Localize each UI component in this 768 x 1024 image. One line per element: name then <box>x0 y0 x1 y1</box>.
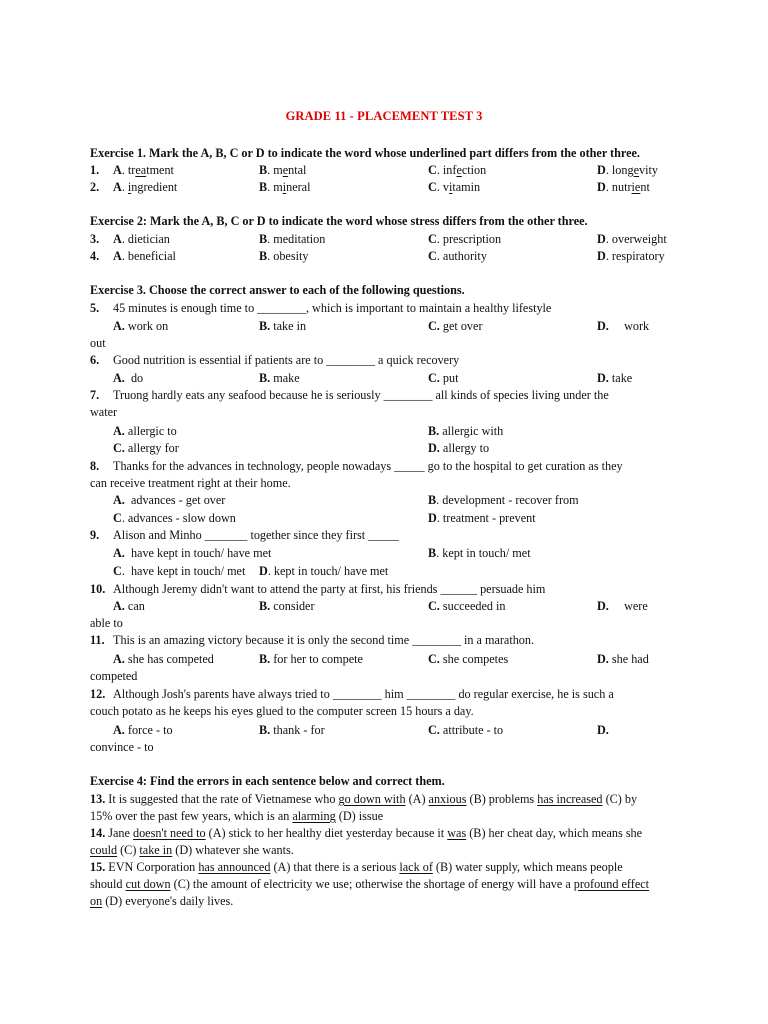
word-part: nutr <box>611 180 632 194</box>
option-letter: B <box>259 232 268 246</box>
option-b: B. mineral <box>259 180 311 194</box>
q7-option-c: C. allergy for <box>113 441 179 455</box>
question-8-continued: can receive treatment right at their home. <box>90 476 291 490</box>
option-a: A. beneficial <box>113 249 176 263</box>
q10-option-a: A. can <box>113 599 145 613</box>
option-letter: A <box>113 163 122 177</box>
question-5: 5. 45 minutes is enough time to ________, which is important to maintain a healthy lifestyle <box>90 301 552 315</box>
q10-option-b: B. consider <box>259 599 315 613</box>
question-8: 8. Thanks for the advances in technology, people nowadays _____ go to the hospital to get curation as they <box>90 459 623 473</box>
underlined-part: e <box>282 163 289 177</box>
option-a: A. treatment <box>113 163 174 177</box>
q9-option-b: B. kept in touch/ met <box>428 546 531 560</box>
option-letter: C <box>428 180 437 194</box>
underlined-part: ea <box>135 163 147 177</box>
question-15: 15. EVN Corporation has announced (A) that there is a serious lack of (B) water supply, which means people <box>90 860 623 874</box>
word-part: inf <box>442 163 457 177</box>
word-part: m <box>273 163 283 177</box>
q8-option-d: D. treatment - prevent <box>428 511 536 525</box>
word-part: vity <box>639 163 658 177</box>
option-c: C. prescription <box>428 232 502 246</box>
option-letter: A <box>113 180 122 194</box>
underlined-part: ie <box>631 180 641 194</box>
word-part: ngredient <box>131 180 178 194</box>
question-10: 10. Although Jeremy didn't want to attend the party at first, his friends ______ persuade him <box>90 582 546 596</box>
question-15-continued: should cut down (C) the amount of electricity we use; otherwise the shortage of energy will have a profound effect <box>90 877 650 891</box>
option-a: A. dietician <box>113 232 170 246</box>
q9-option-c: C. have kept in touch/ met <box>113 564 246 578</box>
underlined-part: i <box>127 180 132 194</box>
q9-option-a: A. have kept in touch/ have met <box>113 546 272 560</box>
question-9: 9. Alison and Minho _______ together since they first _____ <box>90 528 399 542</box>
word-part: tment <box>146 163 174 177</box>
q12-option-a: A. force - to <box>113 723 173 737</box>
option-text: prescription <box>442 232 502 246</box>
q12-option-c: C. attribute - to <box>428 723 504 737</box>
option-text: respiratory <box>611 249 665 263</box>
q5-option-c: C. get over <box>428 319 483 333</box>
question-11: 11. This is an amazing victory because it is only the second time ________ in a marathon. <box>90 633 535 647</box>
q6-option-b: B. make <box>259 371 300 385</box>
word-part: v <box>442 180 449 194</box>
q11-option-b: B. for her to compete <box>259 652 363 666</box>
option-b: B. meditation <box>259 232 326 246</box>
option-d: D. respiratory <box>597 249 665 263</box>
option-letter: A <box>113 232 122 246</box>
q10-option-d: D. were <box>597 599 648 613</box>
q10-option-c: C. succeeded in <box>428 599 506 613</box>
question-13-continued: 15% over the past few years, which is an alarming (D) issue <box>90 809 384 823</box>
q9-option-d: D. kept in touch/ have met <box>259 564 389 578</box>
q12-option-d: D. <box>597 723 609 737</box>
option-letter: D <box>597 249 606 263</box>
option-a: A. ingredient <box>113 180 178 194</box>
q8-option-b: B. development - recover from <box>428 493 579 507</box>
underlined-part: i <box>282 180 287 194</box>
option-b: B. mental <box>259 163 307 177</box>
q8-option-a: A. advances - get over <box>113 493 226 507</box>
question-7-continued: water <box>90 405 118 419</box>
q11-option-a: A. she has competed <box>113 652 214 666</box>
q11-option-c: C. she competes <box>428 652 509 666</box>
underlined-part: e <box>633 163 639 177</box>
word-part: ntal <box>288 163 307 177</box>
word-part: ction <box>461 163 487 177</box>
q12-option-b: B. thank - for <box>259 723 325 737</box>
option-d: D. nutrient <box>597 180 650 194</box>
option-c: C. vitamin <box>428 180 481 194</box>
option-text: overweight <box>611 232 667 246</box>
word-part: tamin <box>452 180 481 194</box>
q8-option-c: C. advances - slow down <box>113 511 236 525</box>
option-letter: C <box>428 232 437 246</box>
q5-option-d-continued: out <box>90 336 106 350</box>
q7-option-b: B. allergic with <box>428 424 504 438</box>
option-text: dietician <box>127 232 170 246</box>
question-number: 1. <box>90 163 100 177</box>
page-title: GRADE 11 - PLACEMENT TEST 3 <box>285 109 483 123</box>
q11-option-d: D. she had <box>597 652 649 666</box>
word-part: tr <box>127 163 136 177</box>
question-15-continued-2: on (D) everyone's daily lives. <box>90 894 234 908</box>
option-letter: D <box>597 180 606 194</box>
question-7: 7. Truong hardly eats any seafood because he is seriously ________ all kinds of species living under the <box>90 388 609 402</box>
exercise-3-heading: Exercise 3. Choose the correct answer to each of the following questions. <box>90 283 465 297</box>
q6-option-a: A. do <box>113 371 144 385</box>
question-6: 6. Good nutrition is essential if patients are to ________ a quick recovery <box>90 353 460 367</box>
option-d: D. overweight <box>597 232 667 246</box>
exercise-2-heading: Exercise 2: Mark the A, B, C or D to indicate the word whose stress differs from the other three. <box>90 214 588 228</box>
q12-option-d-continued: convince - to <box>90 740 154 754</box>
question-14: 14. Jane doesn't need to (A) stick to her healthy diet yesterday because it was (B) her cheat day, which means she <box>90 826 643 840</box>
underlined-part: i <box>449 180 453 194</box>
question-13: 13. It is suggested that the rate of Vietnamese who go down with (A) anxious (B) problems has increased (C) by <box>90 792 638 806</box>
option-text: meditation <box>273 232 326 246</box>
option-text: obesity <box>273 249 309 263</box>
question-number: 2. <box>90 180 100 194</box>
option-c: C. infection <box>428 163 487 177</box>
q5-option-b: B. take in <box>259 319 307 333</box>
underlined-part: e <box>456 163 462 177</box>
option-text: beneficial <box>127 249 176 263</box>
option-letter: C <box>428 163 437 177</box>
q10-option-d-continued: able to <box>90 616 123 630</box>
option-d: D. longevity <box>597 163 658 177</box>
q6-option-c: C. put <box>428 371 459 385</box>
question-number: 4. <box>90 249 100 263</box>
question-12-continued: couch potato as he keeps his eyes glued to the computer screen 15 hours a day. <box>90 704 474 718</box>
exercise-4-heading: Exercise 4: Find the errors in each sentence below and correct them. <box>90 774 445 788</box>
q6-option-d: D. take <box>597 371 633 385</box>
question-12: 12. Although Josh's parents have always tried to ________ him ________ do regular exercise, he is such a <box>90 687 614 701</box>
word-part: nt <box>640 180 650 194</box>
option-letter: B <box>259 180 268 194</box>
option-letter: D <box>597 232 606 246</box>
option-c: C. authority <box>428 249 487 263</box>
word-part: neral <box>286 180 311 194</box>
q11-option-d-continued: competed <box>90 669 138 683</box>
exercise-1-heading: Exercise 1. Mark the A, B, C or D to indicate the word whose underlined part differs from the other three. <box>90 146 640 160</box>
option-text: authority <box>442 249 487 263</box>
word-part: m <box>273 180 283 194</box>
option-letter: C <box>428 249 437 263</box>
q7-option-a: A. allergic to <box>113 424 177 438</box>
q5-option-a: A. work on <box>113 319 169 333</box>
option-letter: B <box>259 163 268 177</box>
q7-option-d: D. allergy to <box>428 441 490 455</box>
word-part: long <box>611 163 634 177</box>
q5-option-d: D. work <box>597 319 650 333</box>
question-number: 3. <box>90 232 100 246</box>
option-b: B. obesity <box>259 249 309 263</box>
option-letter: D <box>597 163 606 177</box>
question-14-continued: could (C) take in (D) whatever she wants. <box>90 843 294 857</box>
option-letter: B <box>259 249 268 263</box>
option-letter: A <box>113 249 122 263</box>
